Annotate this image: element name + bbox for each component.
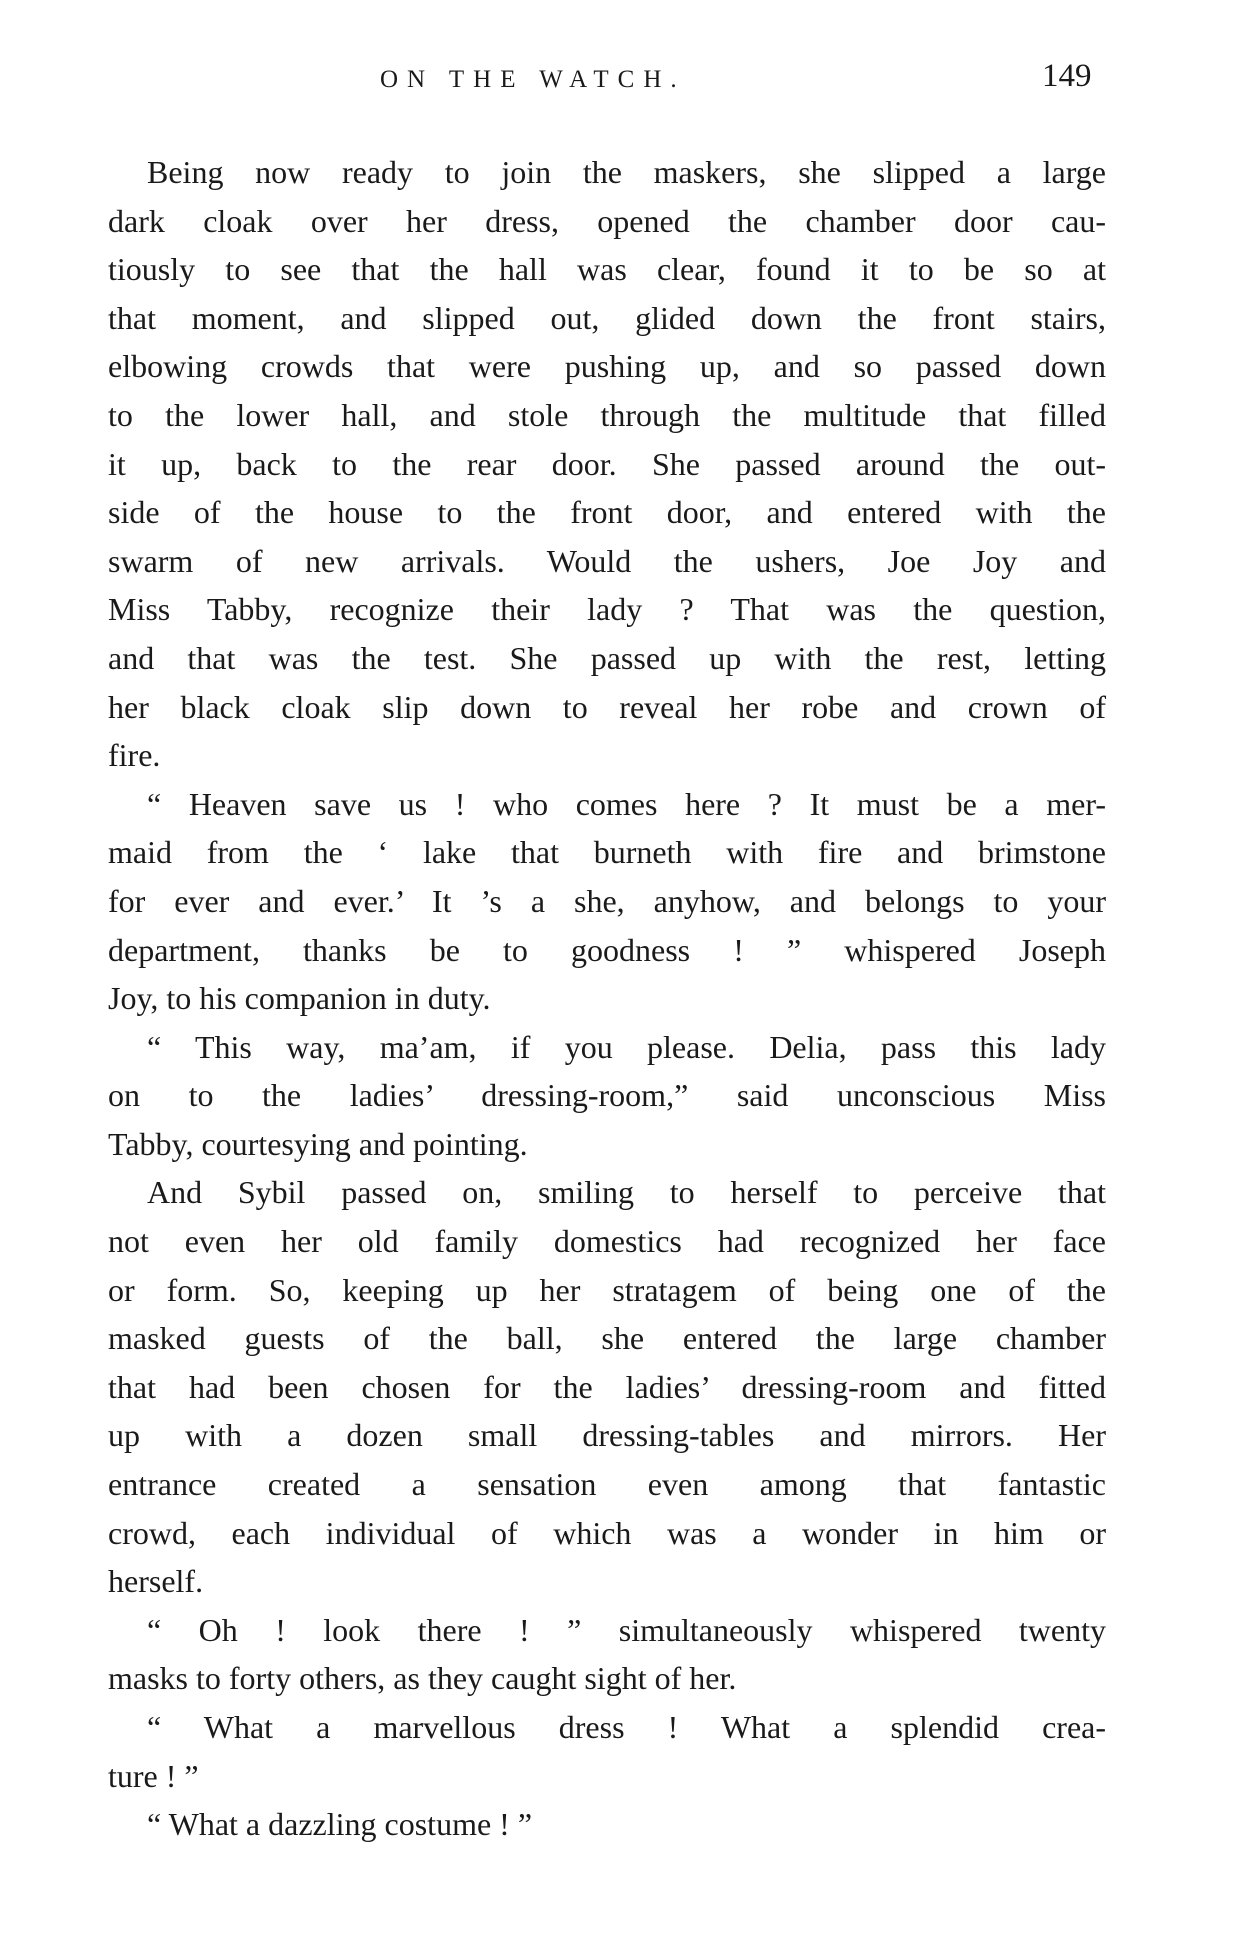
text-line: ture ! ”	[108, 1757, 199, 1794]
text-line: swarm of new arrivals. Would the ushers, Joe Joy and	[108, 542, 1106, 579]
paragraph	[108, 1703, 1106, 1800]
text-line: tiously to see that the hall was clear, found it to be so at	[108, 251, 1106, 288]
text-line: to the lower hall, and stole through the multitude that filled	[108, 396, 1106, 433]
text-line: that had been chosen for the ladies’ dressing-room and fitted	[108, 1368, 1106, 1405]
text-line: Miss Tabby, recognize their lady ? That was the question,	[108, 591, 1106, 628]
text-line: fire.	[108, 737, 161, 774]
text-line: maid from the ‘ lake that burneth with fire and brimstone	[108, 834, 1106, 871]
text-line: “ This way, ma’am, if you please. Delia, pass this lady	[147, 1028, 1106, 1065]
paragraph	[108, 1800, 1106, 1849]
text-line: herself.	[108, 1563, 204, 1600]
text-line: And Sybil passed on, smiling to herself to perceive that	[147, 1174, 1106, 1211]
paragraph	[108, 1023, 1106, 1169]
running-head: ON THE WATCH.	[380, 66, 686, 93]
text-line: “ Oh ! look there ! ” simultaneously whispered twenty	[147, 1611, 1106, 1648]
text-line: up with a dozen small dressing-tables and mirrors. Her	[108, 1417, 1106, 1454]
text-line: it up, back to the rear door. She passed around the out-	[108, 445, 1106, 482]
text-line: Tabby, courtesying and pointing.	[108, 1125, 528, 1162]
text-line: side of the house to the front door, and entered with the	[108, 494, 1106, 531]
text-line: elbowing crowds that were pushing up, and so passed down	[108, 348, 1106, 385]
text-line: not even her old family domestics had recognized her face	[108, 1223, 1106, 1260]
text-line: or form. So, keeping up her stratagem of being one of the	[108, 1271, 1106, 1308]
text-line: masks to forty others, as they caught sight of her.	[108, 1660, 737, 1697]
paragraph	[108, 1606, 1106, 1703]
text-line: entrance created a sensation even among that fantastic	[108, 1466, 1106, 1503]
text-line: masked guests of the ball, she entered the large chamber	[108, 1320, 1106, 1357]
text-line: “ What a dazzling costume ! ”	[147, 1806, 533, 1843]
text-line: and that was the test. She passed up with the rest, letting	[108, 639, 1106, 676]
text-line: that moment, and slipped out, glided down the front stairs,	[108, 299, 1106, 336]
text-line: for ever and ever.’ It ’s a she, anyhow, and belongs to your	[108, 882, 1106, 919]
text-line: Being now ready to join the maskers, she slipped a large	[147, 154, 1106, 190]
page-number: 149	[1042, 58, 1092, 94]
text-line: dark cloak over her dress, opened the chamber door cau-	[108, 202, 1106, 239]
text-line: “ What a marvellous dress ! What a splendid crea-	[147, 1709, 1106, 1745]
paragraph	[108, 148, 1106, 780]
text-line: Joy, to his companion in duty.	[108, 980, 491, 1017]
text-line: “ Heaven save us ! who comes here ? It must be a mer-	[147, 785, 1106, 822]
text-line: crowd, each individual of which was a wonder in him or	[108, 1514, 1106, 1551]
text-line: department, thanks be to goodness ! ” whispered Joseph	[108, 931, 1106, 968]
paragraph	[108, 1168, 1106, 1605]
body-text	[108, 148, 1106, 1849]
text-line: her black cloak slip down to reveal her robe and crown of	[108, 688, 1106, 725]
paragraph	[108, 780, 1106, 1023]
text-line: on to the ladies’ dressing-room,” said unconscious Miss	[108, 1077, 1106, 1114]
